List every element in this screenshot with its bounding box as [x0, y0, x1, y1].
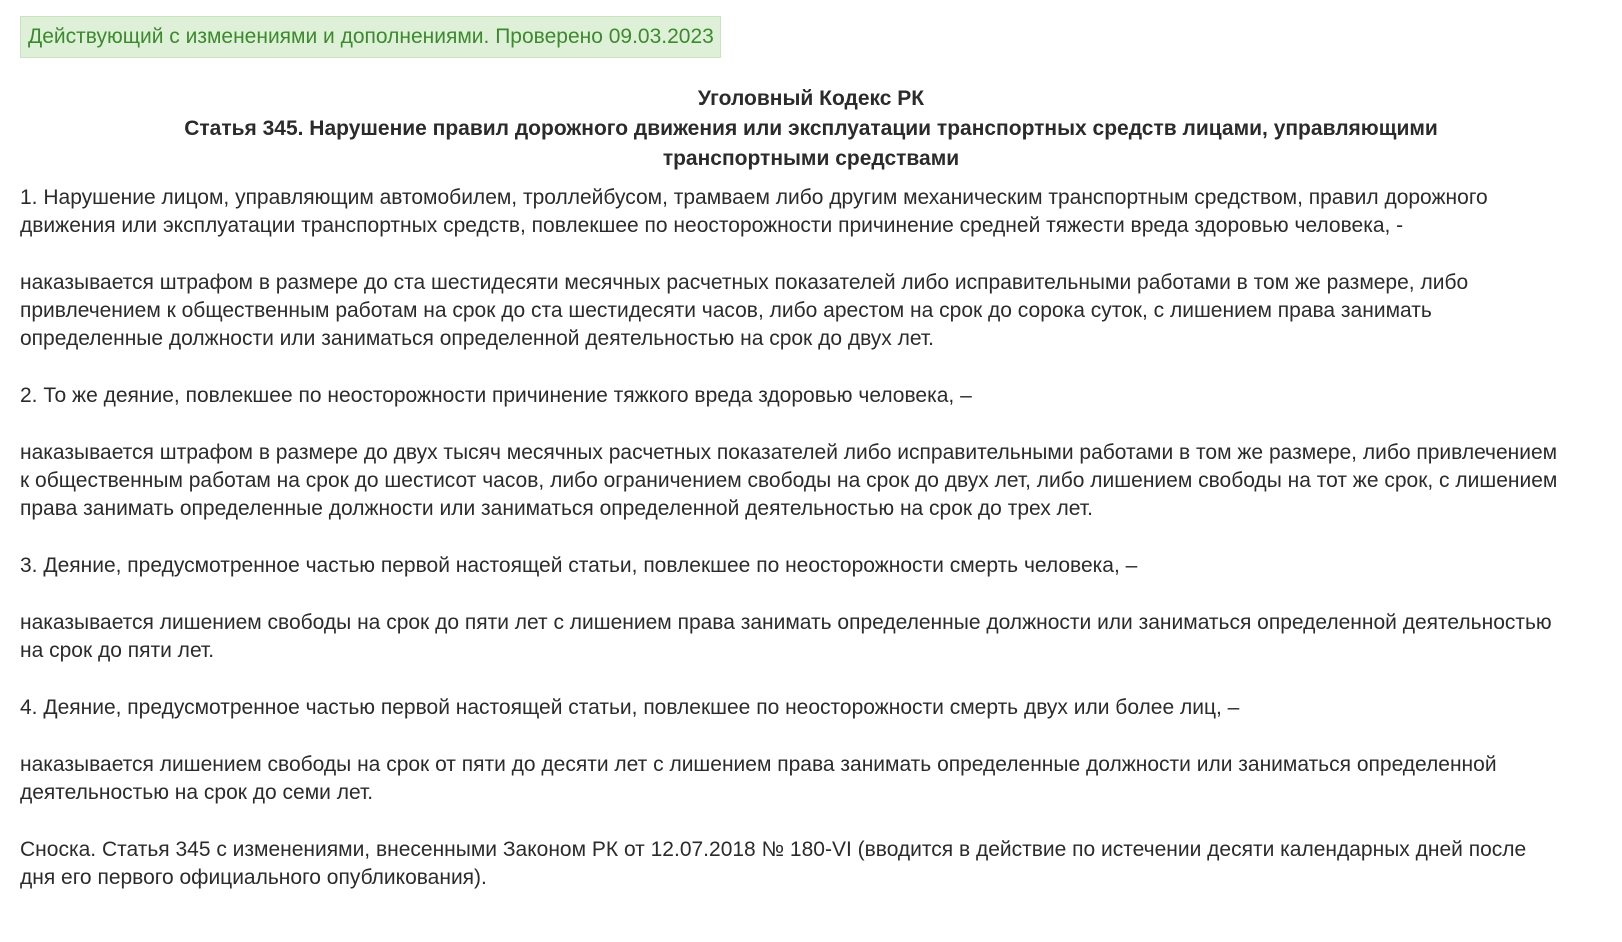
- article-body: [20, 184, 1560, 892]
- status-badge: Действующий с изменениями и дополнениями. Проверено 09.03.2023: [20, 16, 721, 58]
- part-4: 4. Деяние, предусмотренное частью первой настоящей статьи, повлекшее по неосторожности смерть двух или более лиц, –: [20, 696, 1240, 719]
- part-2-penalty: наказывается штрафом в размере до двух тысяч месячных расчетных показателей либо исправительными работами в том же размере, либо привлечением к общественным работам на срок до шестисот часов, либо ограничением свободы на срок до двух лет, либо лишением свободы на тот же срок, с лишением права занимать определенные должности или заниматься определенной деятельностью на срок до трех лет.: [20, 441, 1558, 520]
- part-1-penalty: наказывается штрафом в размере до ста шестидесяти месячных расчетных показателей либо исправительными работами в том же размере, либо привлечением к общественным работам на срок до ста шестидесяти часов, либо арестом на срок до сорока суток, с лишением права занимать определенные должности или заниматься определенной деятельностью на срок до двух лет.: [20, 271, 1469, 350]
- part-2: 2. То же деяние, повлекшее по неосторожности причинение тяжкого вреда здоровью человека, –: [20, 384, 972, 407]
- part-4-penalty: наказывается лишением свободы на срок от пяти до десяти лет с лишением права занимать определенные должности или заниматься определенной деятельностью на срок до семи лет.: [20, 753, 1497, 804]
- footnote: Сноска. Статья 345 с изменениями, внесенными Законом РК от 12.07.2018 № 180-VI (вводится в действие по истечении десяти календарных дней после дня его первого официального опубликования).: [20, 838, 1527, 889]
- part-1: 1. Нарушение лицом, управляющим автомобилем, троллейбусом, трамваем либо другим механическим транспортным средством, правил дорожного движения или эксплуатации транспортных средств, повлекшее по неосторожности причинение средней тяжести вреда здоровью человека, -: [20, 186, 1488, 237]
- code-title: Уголовный Кодекс РК: [697, 87, 925, 110]
- part-3: 3. Деяние, предусмотренное частью первой настоящей статьи, повлекшее по неосторожности смерть человека, –: [20, 554, 1138, 577]
- document-heading: [20, 84, 1602, 174]
- part-3-penalty: наказывается лишением свободы на срок до пяти лет с лишением права занимать определенные должности или заниматься определенной деятельностью на срок до пяти лет.: [20, 611, 1552, 662]
- article-title: Статья 345. Нарушение правил дорожного движения или эксплуатации транспортных средств лицами, управляющими транспортными средствами: [184, 117, 1438, 170]
